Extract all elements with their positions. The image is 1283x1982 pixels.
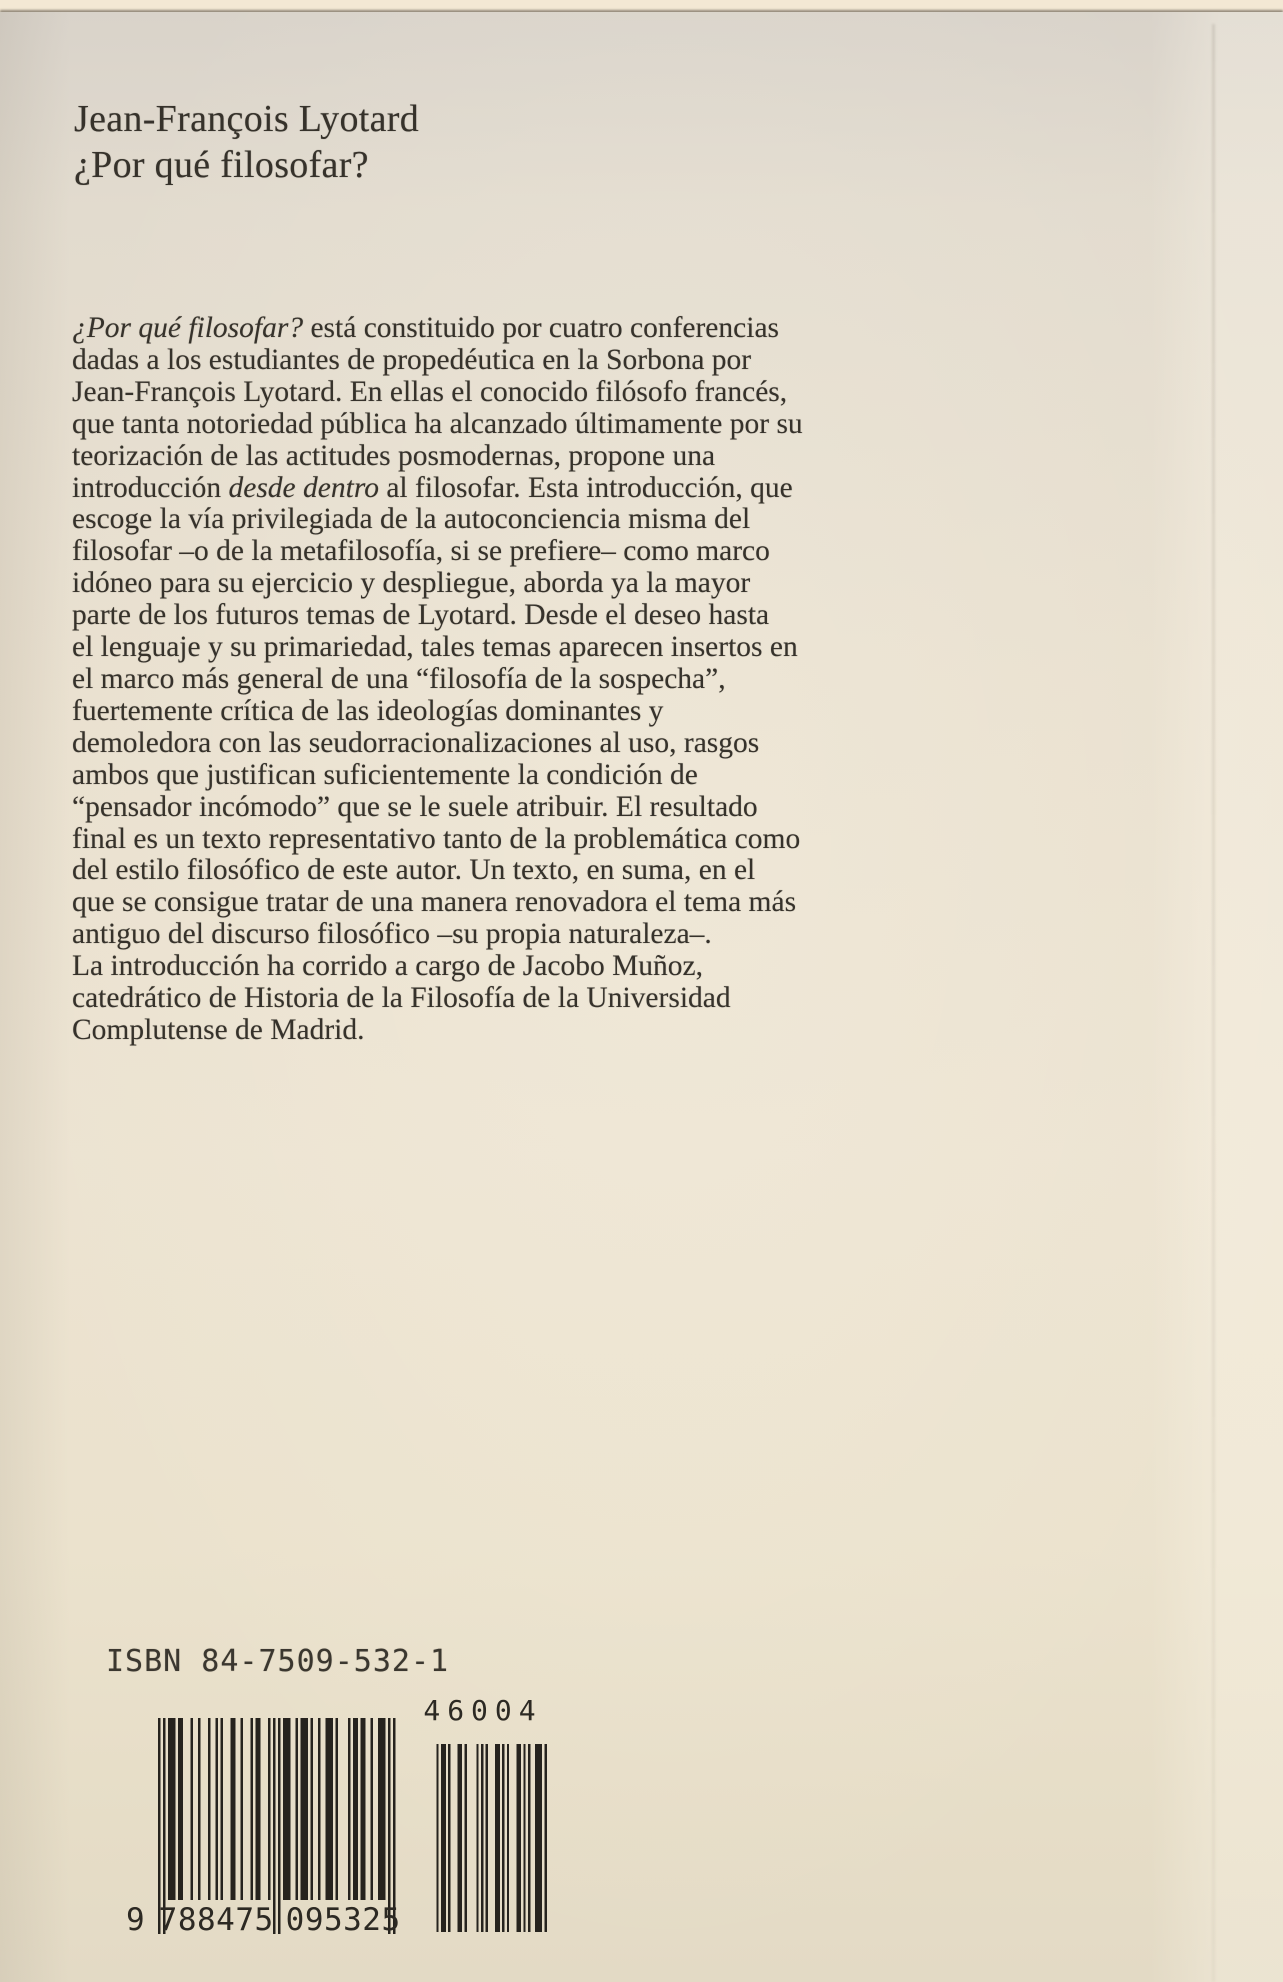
barcode-supplement-digits: 46004 bbox=[423, 1694, 543, 1727]
blurb-line: filosofar –o de la metafilosofía, si se prefiere– como marco bbox=[72, 535, 770, 568]
blurb-line: La introducción ha corrido a cargo de Jacobo Muñoz, bbox=[72, 950, 704, 983]
blurb-line: antiguo del discurso filosófico –su propia naturaleza–. bbox=[72, 918, 712, 951]
blurb-line: parte de los futuros temas de Lyotard. Desde el deseo hasta bbox=[72, 599, 770, 632]
blurb-line: idóneo para su ejercicio y despliegue, aborda ya la mayor bbox=[72, 567, 751, 600]
blurb-line: ambos que justifican suficientemente la condición de bbox=[72, 758, 698, 791]
blurb-line: el lenguaje y su primariedad, tales temas aparecen insertos en bbox=[72, 631, 798, 664]
blurb-line: escoge la vía privilegiada de la autoconciencia misma del bbox=[72, 503, 751, 536]
blurb-line: ¿Por qué filosofar? está constituido por cuatro conferencias bbox=[72, 312, 780, 344]
back-cover-blurb bbox=[72, 313, 972, 1047]
blurb-line: teorización de las actitudes posmodernas, propone una bbox=[72, 439, 716, 472]
barcode-digit-group2: 095325 bbox=[285, 1902, 401, 1938]
author-name: Jean-François Lyotard bbox=[74, 98, 420, 140]
blurb-line: del estilo filosófico de este autor. Un texto, en suma, en el bbox=[72, 854, 756, 887]
blurb-line: Jean-François Lyotard. En ellas el conocido filósofo francés, bbox=[72, 375, 788, 408]
barcode-block bbox=[126, 1676, 586, 1976]
cover-crease-line bbox=[1212, 24, 1215, 1982]
blurb-line: dadas a los estudiantes de propedéutica en la Sorbona por bbox=[72, 343, 752, 376]
blurb-line: que se consigue tratar de una manera renovadora el tema más bbox=[72, 886, 797, 919]
blurb-line: fuertemente crítica de las ideologías dominantes y bbox=[72, 694, 664, 727]
blurb-line: catedrático de Historia de la Filosofía de la Universidad bbox=[72, 982, 731, 1015]
blurb-line: demoledora con las seudorracionalizaciones al uso, rasgos bbox=[72, 726, 760, 759]
blurb-line: final es un texto representativo tanto de la problemática como bbox=[72, 822, 801, 855]
title-block bbox=[74, 96, 419, 188]
barcode-main-digits bbox=[126, 1902, 401, 1938]
blurb-line: introducción desde dentro al filosofar. Esta introducción, que bbox=[72, 471, 793, 504]
book-title: ¿Por qué filosofar? bbox=[74, 144, 369, 186]
barcode-digit-group1: 788475 bbox=[158, 1902, 274, 1938]
blurb-line: “pensador incómodo” que se le suele atribuir. El resultado bbox=[72, 790, 758, 823]
blurb-line: el marco más general de una “filosofía de la sospecha”, bbox=[72, 662, 726, 695]
blurb-line: que tanta notoriedad pública ha alcanzado últimamente por su bbox=[72, 407, 803, 440]
barcode-digit-prefix: 9 bbox=[126, 1902, 145, 1938]
blurb-line: Complutense de Madrid. bbox=[72, 1013, 365, 1046]
isbn-text: ISBN 84-7509-532-1 bbox=[106, 1644, 450, 1679]
book-cover bbox=[0, 12, 1283, 1982]
